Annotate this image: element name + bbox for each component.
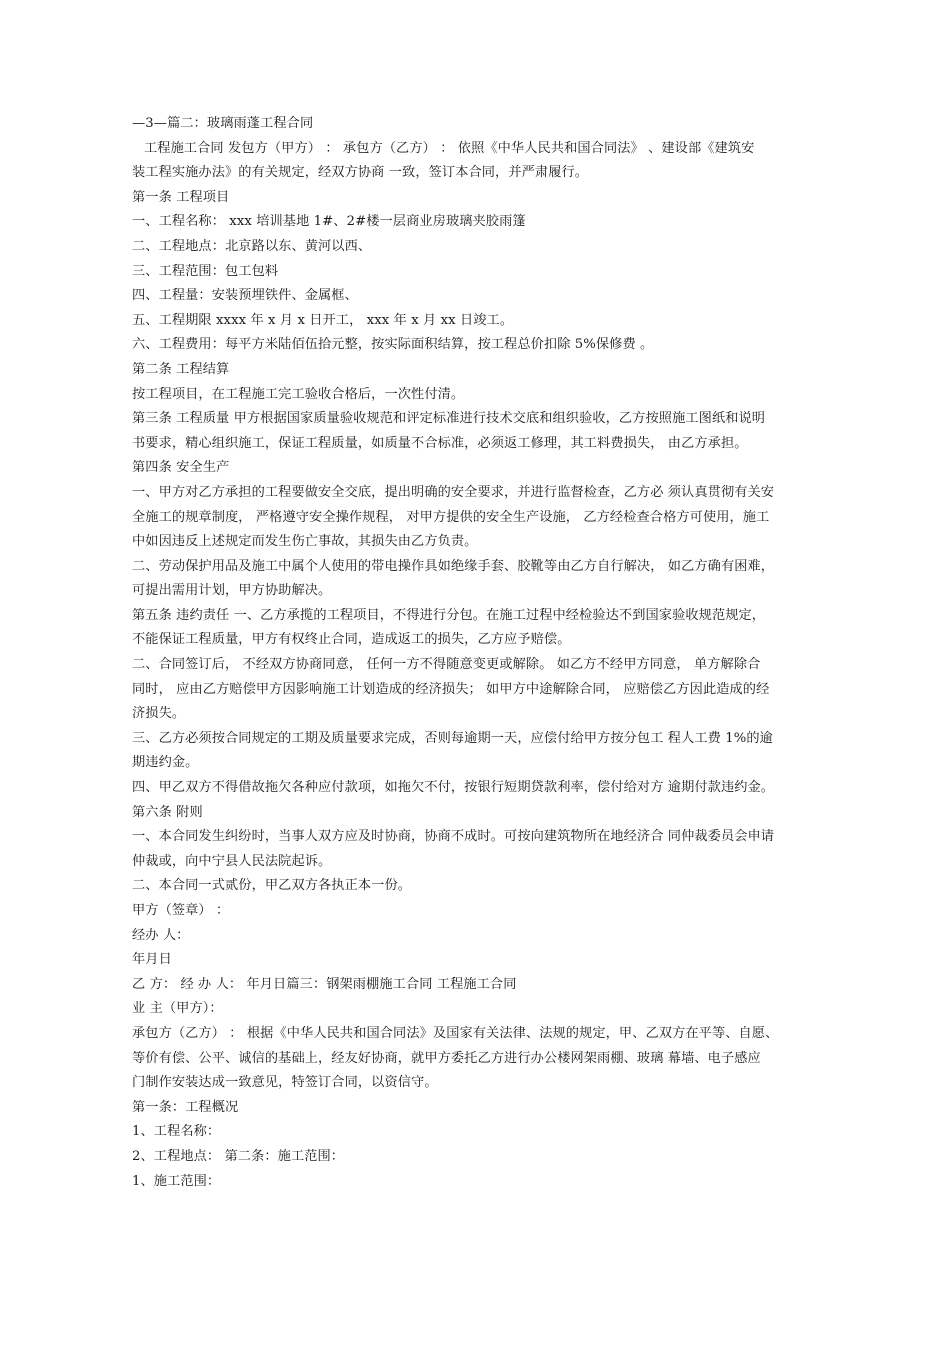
text-line: 装工程实施办法》的有关规定，经双方协商 一致，签订本合同，并严肃履行。: [132, 165, 589, 181]
text-line: 甲方（签章） ：: [132, 903, 230, 918]
text-line: 1、工程名称：: [132, 1124, 221, 1140]
text-line: 第五条 违约责任 一、乙方承揽的工程项目，不得进行分包。在施工过程中经检验达不到国家验收规范规定，: [132, 607, 766, 623]
text-line: 工程施工合同 发包方（甲方） ： 承包方（乙方） ： 依照《中华人民共和国合同法》 、建设部《建筑安: [144, 140, 755, 156]
text-line: 中如因违反上述规定而发生伤亡事故，其损失由乙方负责。: [132, 534, 478, 550]
text-line: 济损失。: [132, 706, 186, 722]
text-line: 全施工的规章制度， 严格遵守安全操作规程， 对甲方提供的安全生产设施， 乙方经检查合格方可使用，施工: [132, 509, 770, 525]
text-line: 第四条 安全生产: [132, 460, 230, 476]
text-line: 二、本合同一式贰份，甲乙双方各执正本一份。: [132, 878, 412, 894]
text-line: 书要求，精心组织施工，保证工程质量，如质量不合标准，必须返工修理，其工料费损失， 由乙方承担。: [132, 435, 748, 451]
text-line: 第二条 工程结算: [132, 361, 230, 377]
text-line: 六、工程费用：每平方米陆佰伍拾元整，按实际面积结算，按工程总价扣除 5%保修费 。: [132, 337, 654, 353]
text-line: —3—篇二：玻璃雨蓬工程合同: [132, 116, 314, 131]
text-line: 承包方（乙方） ： 根据《中华人民共和国合同法》及国家有关法律、法规的规定，甲、乙双方在平等、自愿、: [132, 1025, 779, 1041]
text-line: 五、工程期限 xxxx 年 x 月 x 日开工， xxx 年 x 月 xx 日竣工。: [132, 312, 514, 328]
text-line: 1、施工范围：: [132, 1173, 221, 1189]
text-line: 三、乙方必须按合同规定的工期及质量要求完成，否则每逾期一天，应偿付给甲方按分包工 程人工费 1%的逾: [132, 730, 773, 746]
text-line: 经办 人：: [132, 927, 190, 943]
text-line: 二、劳动保护用品及施工中属个人使用的带电操作具如绝缘手套、胶靴等由乙方自行解决， 如乙方确有困难，: [132, 558, 775, 574]
text-line: 一、本合同发生纠纷时，当事人双方应及时协商，协商不成时。可按向建筑物所在地经济合 同仲裁委员会申请: [132, 829, 775, 845]
text-line: 二、工程地点：北京路以东、黄河以西、: [132, 238, 372, 254]
text-line: 一、工程名称： xxx 培训基地 1#、2#楼一层商业房玻璃夹胶雨篷: [132, 214, 526, 230]
text-line: 可提出需用计划，甲方协助解决。: [132, 583, 332, 599]
text-line: 等价有偿、公平、诚信的基础上，经友好协商，就甲方委托乙方进行办公楼网架雨棚、玻璃 幕墙、电子感应: [132, 1050, 761, 1066]
text-line: 不能保证工程质量，甲方有权终止合同，造成返工的损失，乙方应予赔偿。: [132, 632, 571, 648]
text-line: 二、合同签订后， 不经双方协商同意， 任何一方不得随意变更或解除。 如乙方不经甲方同意， 单方解除合: [132, 657, 761, 673]
text-line: 年月日: [132, 952, 172, 968]
document-body: [132, 112, 812, 1194]
text-line: 四、甲乙双方不得借故拖欠各种应付款项，如拖欠不付，按银行短期贷款利率，偿付给对方 逾期付款违约金。: [132, 780, 775, 796]
text-line: 乙 方： 经 办 人： 年月日篇三：钢架雨棚施工合同 工程施工合同: [132, 976, 517, 992]
text-line: 仲裁或，向中宁县人民法院起诉。: [132, 853, 332, 869]
text-line: 三、工程范围：包工包料: [132, 263, 279, 279]
text-line: 第六条 附则: [132, 804, 203, 820]
text-line: 期违约金。: [132, 755, 199, 771]
text-line: 同时， 应由乙方赔偿甲方因影响施工计划造成的经济损失； 如甲方中途解除合同， 应赔偿乙方因此造成的经: [132, 681, 770, 697]
text-line: 四、工程量：安装预埋铁件、金属框、: [132, 288, 358, 304]
text-line: 一、甲方对乙方承担的工程要做安全交底，提出明确的安全要求，并进行监督检查，乙方必 须认真贯彻有关安: [132, 484, 775, 500]
text-line: 按工程项目，在工程施工完工验收合格后，一次性付清。: [132, 386, 465, 402]
text-line: 业 主（甲方）：: [132, 1001, 223, 1017]
text-line: 第一条：工程概况: [132, 1099, 239, 1115]
text-line: 门制作安装达成一致意见，特签订合同，以资信守。: [132, 1075, 438, 1091]
text-line: 第一条 工程项目: [132, 189, 230, 205]
text-line: 2、工程地点： 第二条：施工范围：: [132, 1148, 345, 1164]
text-line: 第三条 工程质量 甲方根据国家质量验收规范和评定标准进行技术交底和组织验收，乙方按照施工图纸和说明: [132, 411, 766, 427]
